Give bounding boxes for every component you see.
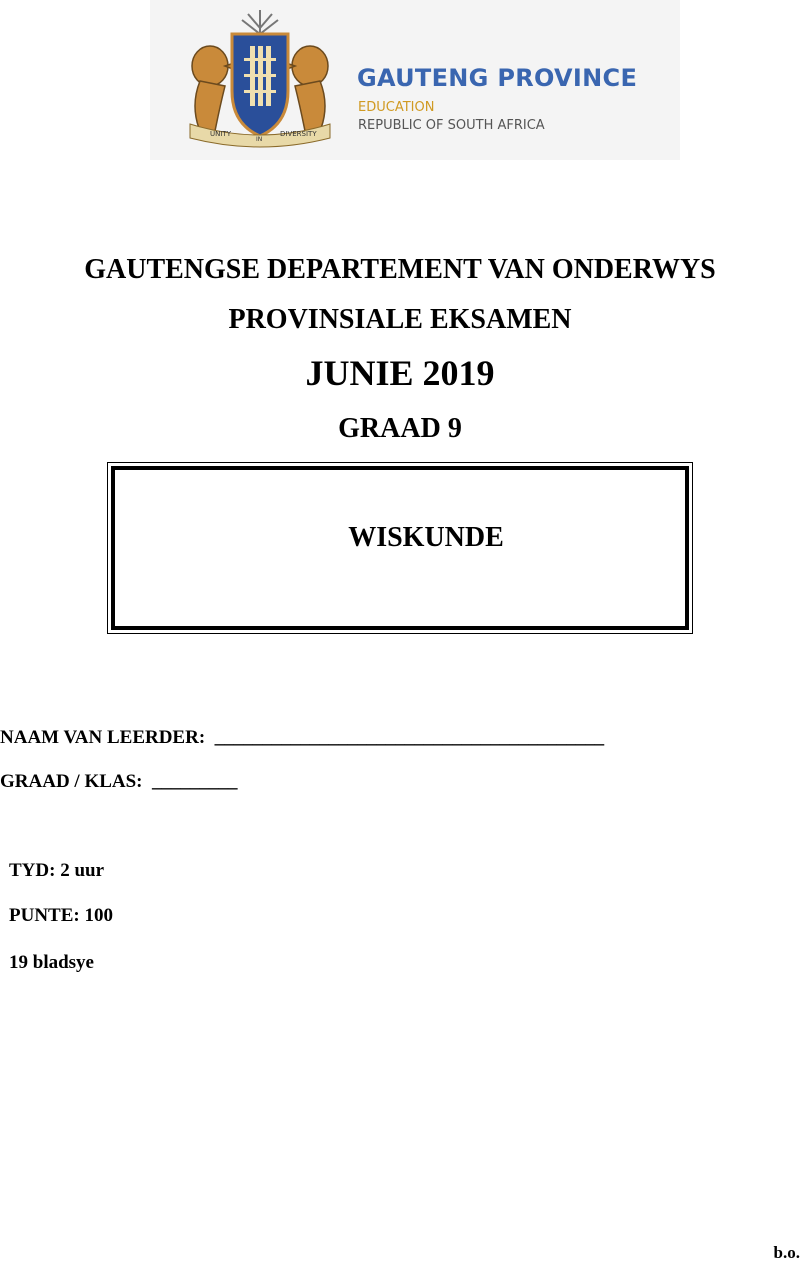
svg-text:IN: IN — [256, 136, 263, 143]
subject-box-border — [111, 466, 689, 630]
subject-title: WISKUNDE — [348, 522, 504, 553]
page-count: 19 bladsye — [9, 952, 94, 973]
exam-heading: PROVINSIALE EKSAMEN — [228, 304, 572, 335]
exam-date: JUNIE 2019 — [305, 353, 495, 393]
svg-text:UNITY: UNITY — [210, 130, 231, 138]
learner-name-field[interactable] — [0, 727, 604, 749]
department-heading: GAUTENGSE DEPARTEMENT VAN ONDERWYS — [84, 254, 716, 285]
logo-subtitle-education: EDUCATION — [358, 100, 435, 115]
coat-of-arms-icon — [170, 6, 350, 151]
gauteng-logo — [150, 0, 680, 160]
grade-class-label: GRAAD / KLAS: — [0, 771, 143, 792]
logo-subtitle-country: REPUBLIC OF SOUTH AFRICA — [358, 118, 545, 133]
crest-top-icon — [242, 10, 278, 36]
grade-heading: GRAAD 9 — [338, 413, 462, 444]
grade-class-field[interactable] — [0, 771, 238, 793]
please-turn-over: b.o. — [773, 1243, 800, 1262]
learner-name-line[interactable]: _________________________________________ — [214, 727, 605, 748]
subject-box — [107, 462, 693, 634]
logo-title: GAUTENG PROVINCE — [357, 64, 638, 92]
exam-marks: PUNTE: 100 — [9, 905, 113, 926]
exam-time: TYD: 2 uur — [9, 860, 105, 881]
svg-text:DIVERSITY: DIVERSITY — [280, 130, 317, 138]
learner-name-label: NAAM VAN LEERDER: — [0, 727, 206, 748]
grade-class-line[interactable]: _________ — [152, 771, 238, 792]
